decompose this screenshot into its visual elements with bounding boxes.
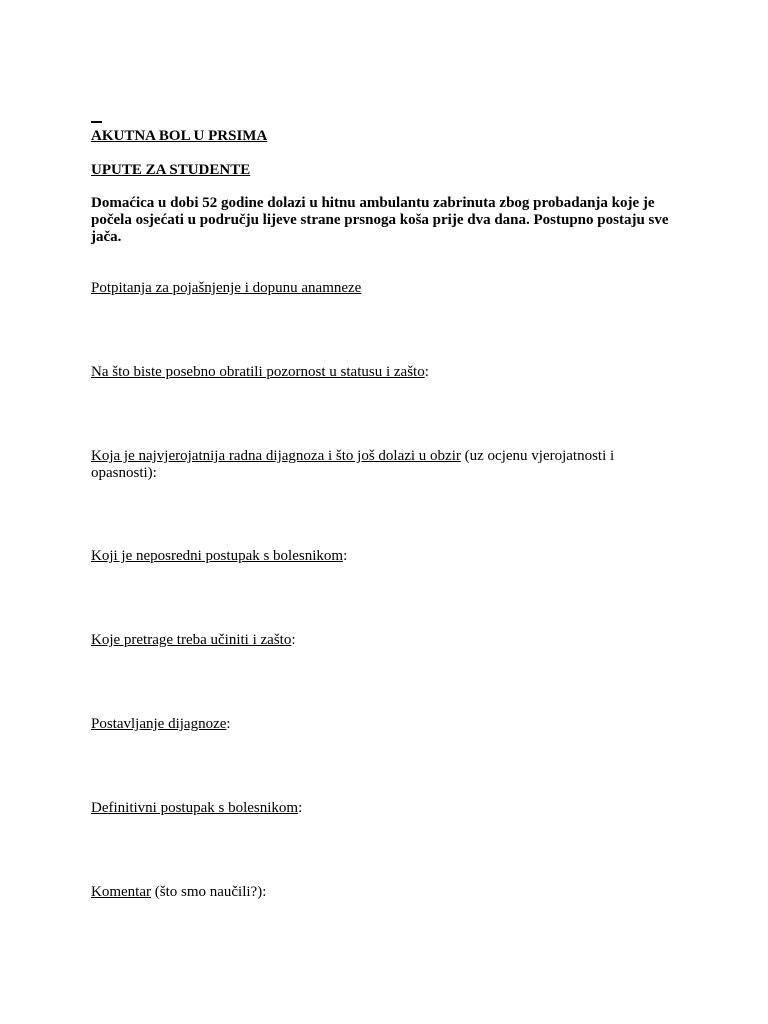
- document-title: AKUTNA BOL U PRSIMA: [91, 128, 268, 144]
- section-suffix: (što smo naučili?):: [150, 884, 267, 900]
- section-heading: Potpitanja za pojašnjenje i dopunu anamneze: [91, 280, 362, 296]
- section-heading: Koji je neposredni postupak s bolesnikom: [91, 548, 344, 564]
- case-description: Domaćica u dobi 52 godine dolazi u hitnu ambulantu zabrinuta zbog probadanja koje je počela osjećati u području lijeve strane prsnoga koša prije dva dana. Postupno postaju sve jača.: [91, 195, 669, 245]
- section-status-focus: [91, 364, 681, 381]
- section-definitive-procedure: [91, 800, 681, 817]
- section-working-diagnosis: [91, 448, 681, 482]
- title-overline-mark: [91, 121, 102, 123]
- section-suffix: :: [226, 716, 231, 732]
- section-heading: Definitivni postupak s bolesnikom: [91, 800, 299, 816]
- section-heading: Koja je najvjerojatnija radna dijagnoza i što još dolazi u obzir: [91, 448, 461, 464]
- section-suffix: :: [291, 632, 296, 648]
- document-subtitle: UPUTE ZA STUDENTE: [91, 162, 251, 178]
- section-heading: Na što biste posebno obratili pozornost u statusu i zašto: [91, 364, 425, 380]
- section-suffix: (uz ocjenu vjerojatnosti i opasnosti):: [91, 448, 615, 481]
- section-anamnesis-questions: [91, 280, 681, 297]
- section-heading: Koje pretrage treba učiniti i zašto: [91, 632, 292, 648]
- section-suffix: :: [424, 364, 429, 380]
- section-diagnosis: [91, 716, 681, 733]
- section-comment: [91, 884, 681, 901]
- section-heading: Postavljanje dijagnoze: [91, 716, 227, 732]
- section-suffix: :: [298, 800, 303, 816]
- section-suffix: :: [343, 548, 348, 564]
- section-heading: Komentar: [91, 884, 151, 900]
- section-tests: [91, 632, 681, 649]
- section-immediate-procedure: [91, 548, 681, 565]
